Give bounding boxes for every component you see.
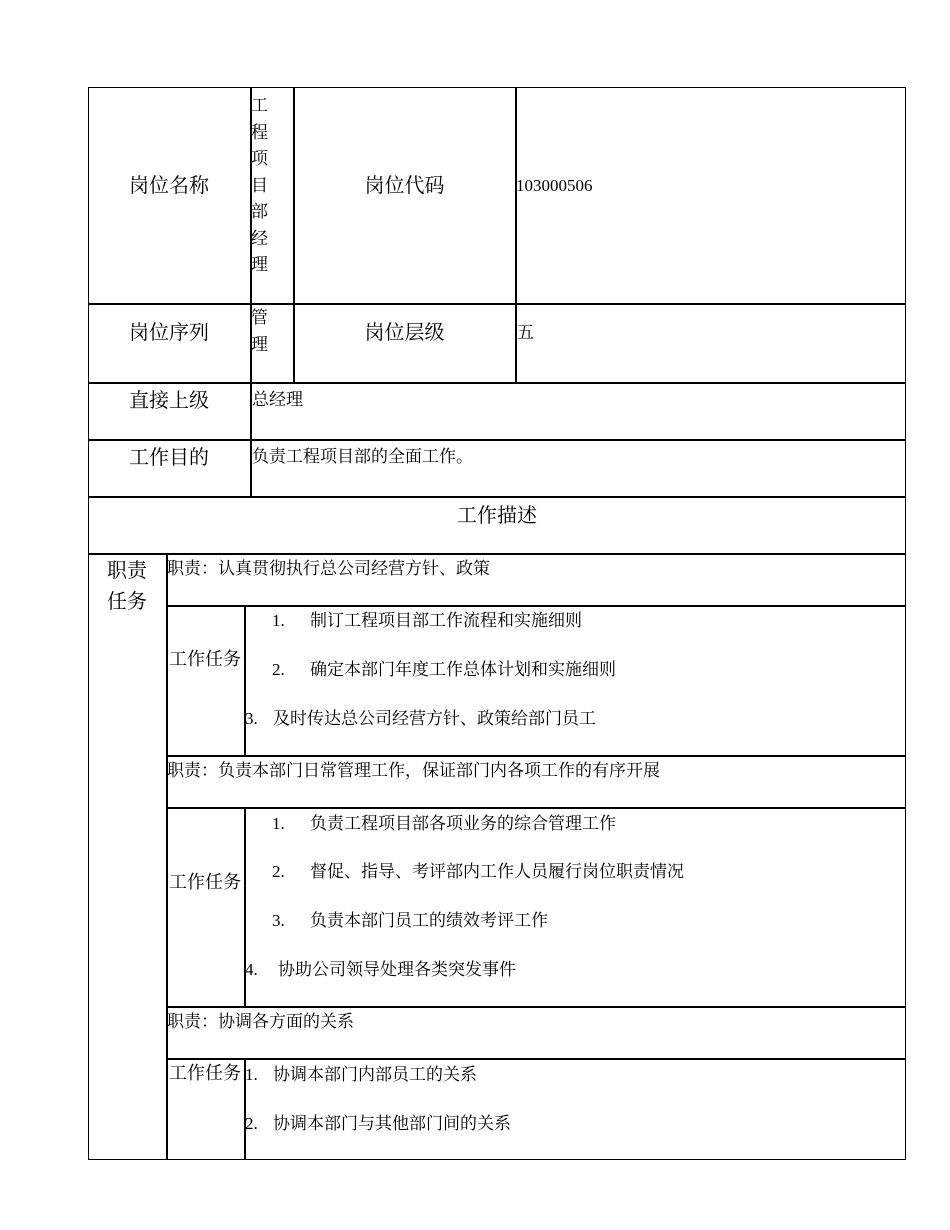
task-number: 1.: [245, 1065, 258, 1084]
task-number: 2.: [245, 1114, 258, 1133]
task-number: 4.: [245, 960, 258, 979]
position-name-label: 岗位名称: [129, 173, 209, 197]
position-level-value: 五: [517, 323, 534, 342]
task-text: 协调本部门内部员工的关系: [273, 1065, 477, 1084]
duty-title: 职责：认真贯彻执行总公司经营方针、政策: [167, 559, 490, 578]
duties-label: 职责: [107, 558, 147, 582]
task-text: 协助公司领导处理各类突发事件: [278, 960, 516, 979]
row-divider: [166, 605, 906, 607]
task-number: 3.: [272, 911, 285, 930]
task-label: 工作任务: [169, 872, 241, 893]
row-divider: [88, 553, 906, 555]
task-text: 负责本部门员工的绩效考评工作: [310, 911, 548, 930]
row-divider: [88, 303, 906, 305]
position-series-value: 管理: [251, 308, 268, 354]
position-name-value: 工程项目部经理: [251, 96, 268, 274]
task-label: 工作任务: [169, 1063, 241, 1084]
direct-superior-label: 直接上级: [129, 388, 209, 412]
task-number: 3.: [245, 709, 258, 728]
row-divider: [166, 755, 906, 757]
task-text: 及时传达总公司经营方针、政策给部门员工: [273, 709, 596, 728]
duties-label: 任务: [107, 589, 147, 613]
row-divider: [166, 807, 906, 809]
task-text: 确定本部门年度工作总体计划和实施细则: [310, 660, 616, 679]
task-text: 督促、指导、考评部内工作人员履行岗位职责情况: [310, 862, 684, 881]
work-description-title: 工作描述: [457, 503, 537, 527]
task-number: 1.: [272, 611, 285, 630]
duty-title: 职责：负责本部门日常管理工作，保证部门内各项工作的有序开展: [167, 761, 660, 780]
work-purpose-value: 负责工程项目部的全面工作。: [252, 447, 473, 466]
task-number: 2.: [272, 660, 285, 679]
row-divider: [88, 439, 906, 441]
direct-superior-value: 总经理: [252, 390, 303, 409]
task-text: 制订工程项目部工作流程和实施细则: [310, 611, 582, 630]
row-divider: [166, 1006, 906, 1008]
task-label: 工作任务: [169, 649, 241, 670]
position-code-label: 岗位代码: [364, 173, 445, 197]
row-divider: [166, 1058, 906, 1060]
position-code-value: 103000506: [516, 176, 593, 195]
work-purpose-label: 工作目的: [129, 445, 209, 469]
column-divider: [244, 605, 246, 755]
duty-title: 职责：协调各方面的关系: [167, 1012, 354, 1031]
task-number: 2.: [272, 862, 285, 881]
task-number: 1.: [272, 814, 285, 833]
row-divider: [88, 382, 906, 384]
row-divider: [88, 496, 906, 498]
task-text: 协调本部门与其他部门间的关系: [273, 1114, 511, 1133]
task-text: 负责工程项目部各项业务的综合管理工作: [310, 814, 616, 833]
position-level-label: 岗位层级: [364, 320, 445, 344]
position-series-label: 岗位序列: [129, 320, 209, 344]
